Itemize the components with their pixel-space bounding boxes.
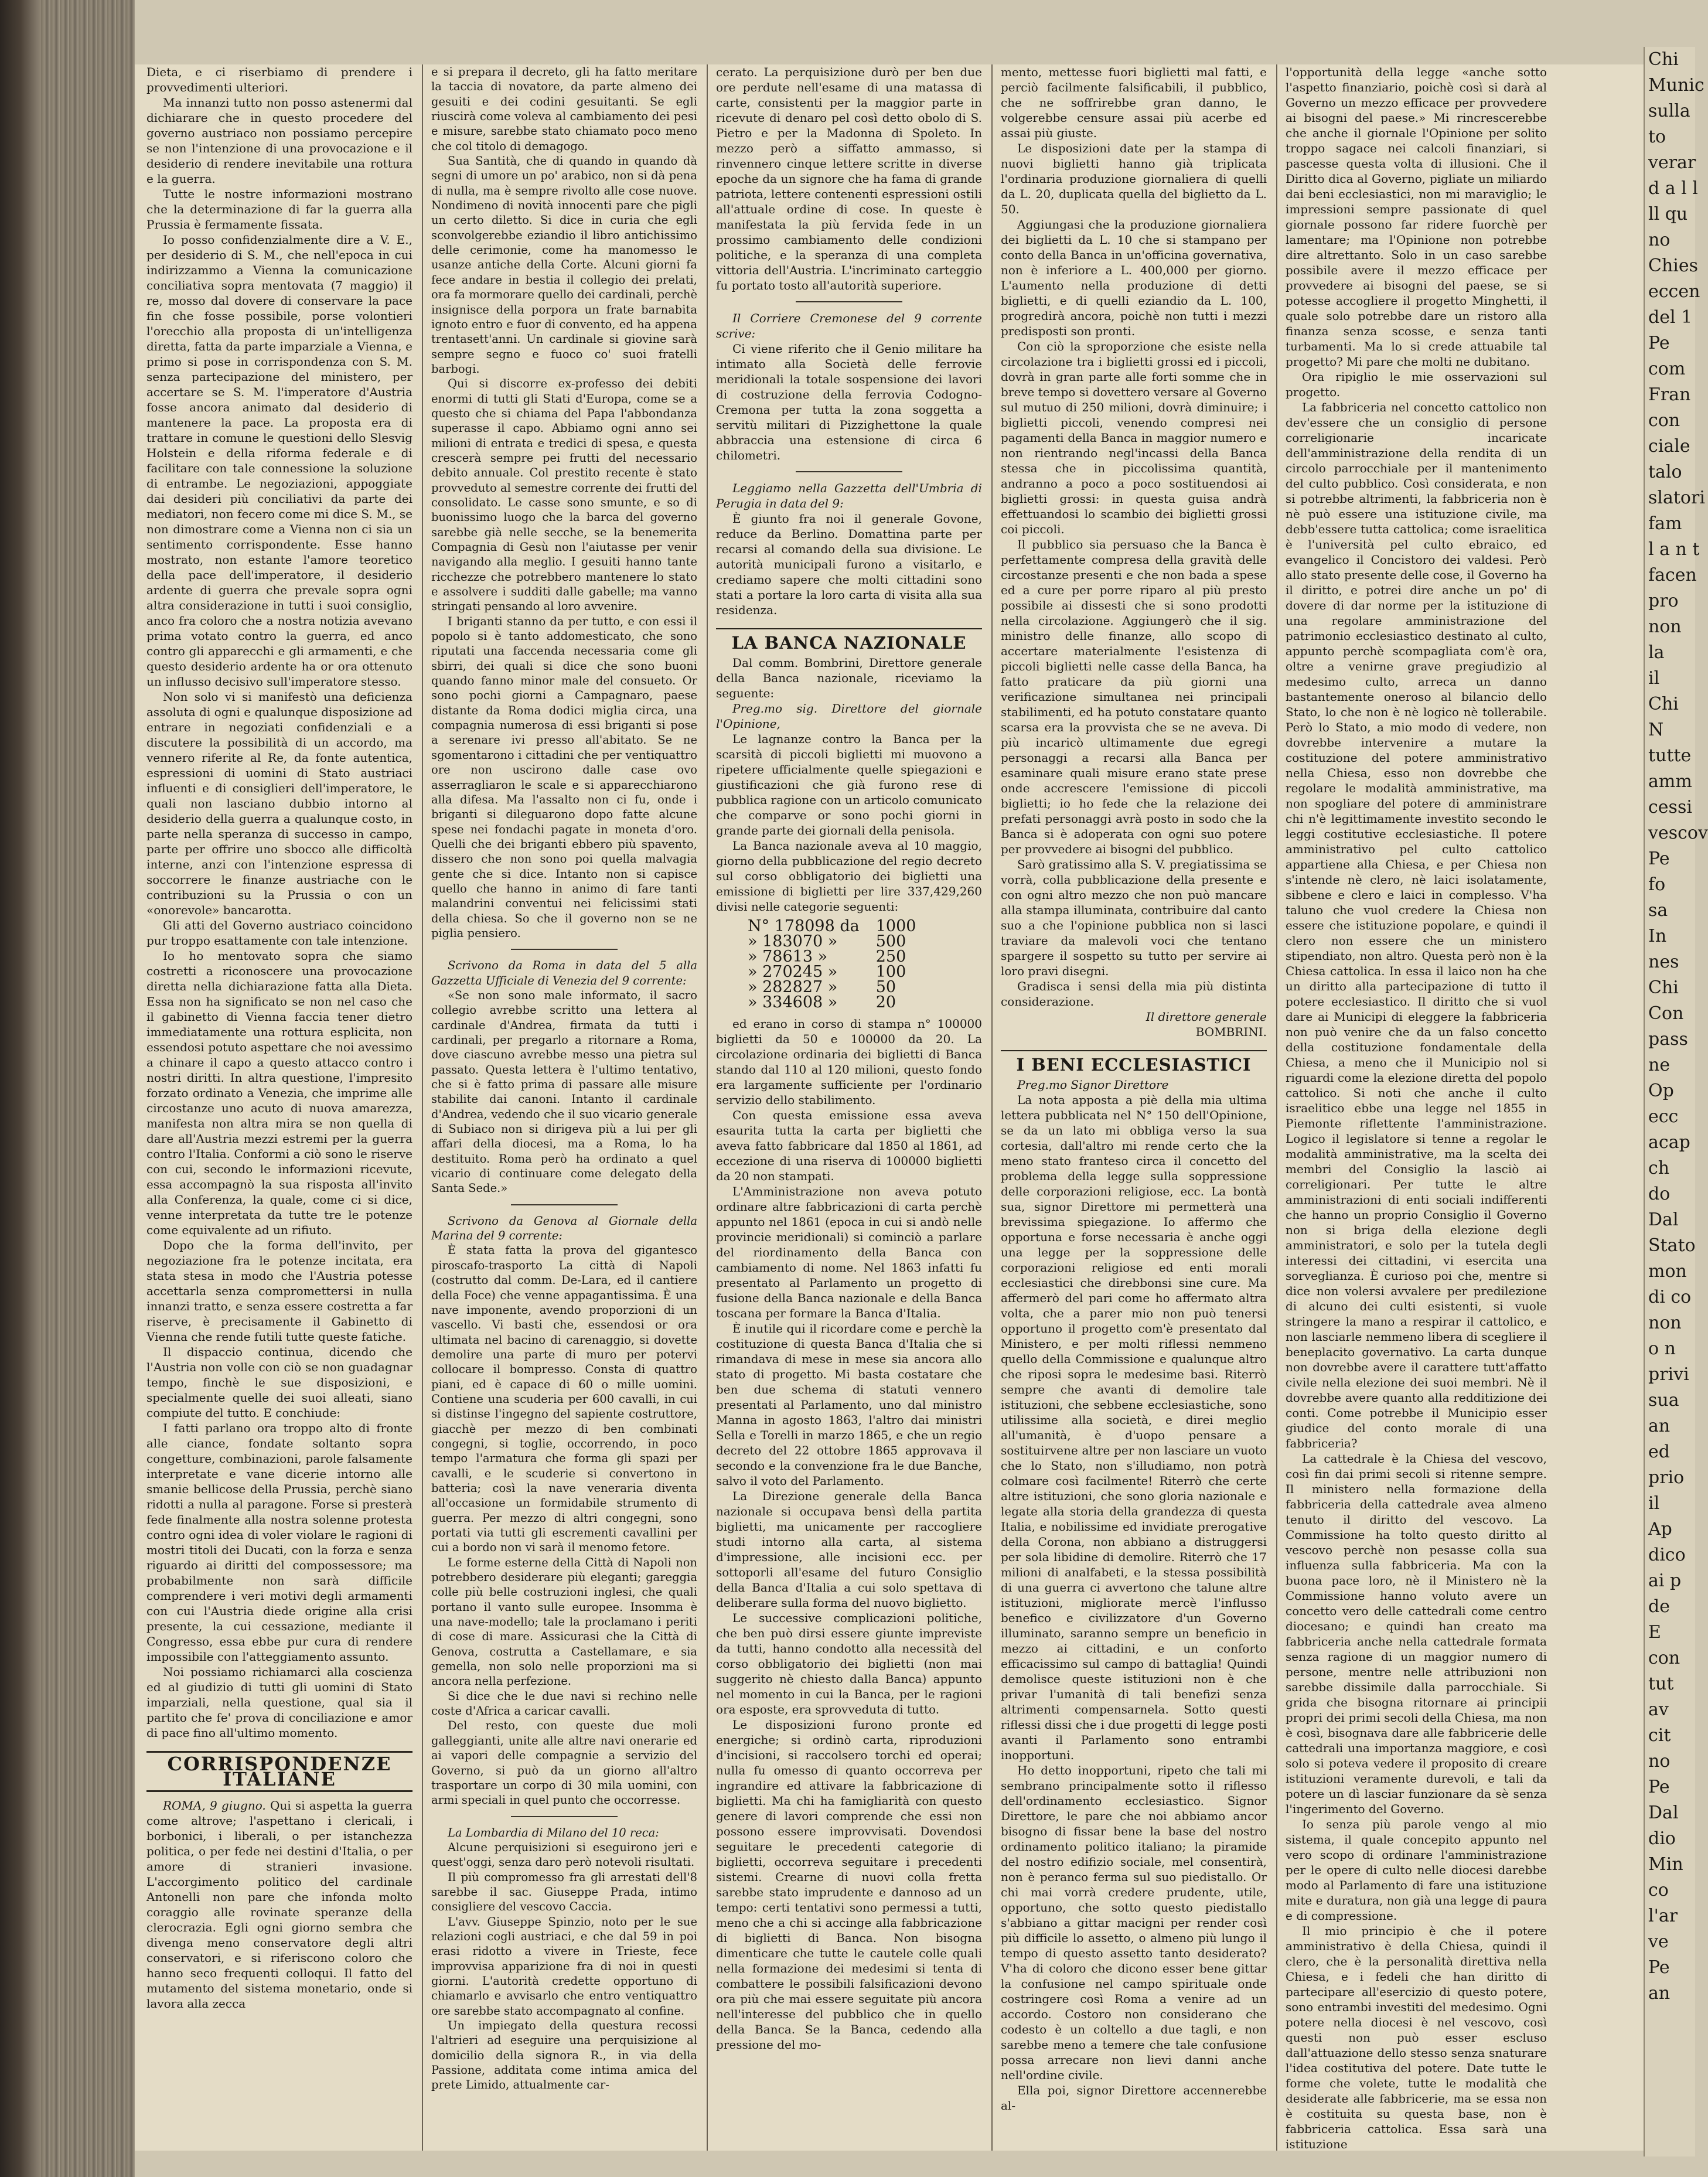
next-page-line: con [1648, 1648, 1680, 1668]
paragraph: Aggiungasi che la produzione giornaliera dei biglietti da L. 10 che si stampano per conto della Banca in un'officina governativa, non è inferiore a L. 400,000 per giorno. L'aumento nella produzione di detti biglietti, e di quelli eziandio da L. 100, progredirà ancora, poichè non tutti i mezzi predisposti son pronti. [1001, 217, 1267, 338]
next-page-line: pro [1648, 591, 1679, 611]
paragraph: e si prepara il decreto, gli ha fatto meritare la taccia di novatore, da parte almeno dei gesuiti e dei codini gesuitanti. Se egli riuscirà come voleva al cambiamento dei pesi e misure, sarebbe stato chiamato poco meno che col titolo di demagogo. [431, 65, 697, 153]
next-page-line: fam [1648, 513, 1682, 534]
next-page-line: di co [1648, 1287, 1692, 1307]
next-page-line: pass [1648, 1029, 1688, 1050]
paragraph: Le successive complicazioni politiche, che ben può dirsi essere giunte impreviste da tutti, hanno condotto alla necessità del corso obbligatorio dei biglietti (non mai suggerito nè chiesto dalla Banca) appunto nel momento in cui la Banca, per le ragioni ora esposte, era sprovveduta di tutto. [716, 1611, 982, 1716]
salutation: Preg.mo Signor Direttore [1017, 1078, 1169, 1092]
next-page-line: il [1648, 1493, 1660, 1514]
next-page-line: sua [1648, 1390, 1679, 1411]
next-page-line: nes [1648, 952, 1679, 972]
next-page-line: la [1648, 642, 1665, 663]
next-page-line: ne [1648, 1055, 1671, 1075]
next-page-line: slatori [1648, 488, 1705, 508]
banknote-table [739, 919, 924, 1010]
next-page-line: ll qu [1648, 204, 1688, 224]
table-cell: » 334608 » [748, 993, 838, 1011]
next-page-line: no [1648, 230, 1671, 250]
next-page-line: Pe [1648, 1777, 1670, 1797]
paragraph: Gradisca i sensi della mia più distinta considerazione. [1001, 979, 1267, 1009]
paragraph-lead: La Lombardia di Milano del 10 reca: [448, 1825, 659, 1839]
book-binding [0, 0, 41, 2177]
paragraph: È inutile qui il ricordare come e perchè la costituzione di questa Banca d'Italia che si rimandava di mese in mese sia ancora allo stato di progetto. Mi basta costatare che ben due schema di statuti vennero presentati al Parlamento, uno dal ministro Manna in agosto 1863, l'altro dai ministri Sella e Torelli in marzo 1865, e che un regio decreto del 22 ottobre 1865 approvava il secondo e la convenzione fra le due Banche, salvo il voto del Parlamento. [716, 1321, 982, 1488]
paragraph: Noi possiamo richiamarci alla coscienza ed al giudizio di tutti gli uomini di Stato imparziali, nella questione, qual sia il partito che fe' prova di conciliazione e amor di pace fino all'ultimo momento. [146, 1665, 412, 1740]
column-rule [991, 64, 993, 2151]
next-page-line: dico [1648, 1545, 1686, 1565]
table-cell: » 270245 » [748, 963, 838, 981]
next-page-line: tut [1648, 1674, 1674, 1694]
paragraph: La fabbriceria nel concetto cattolico non dev'essere che un consiglio di persone correligionarie incaricate dell'amministrazione della rendita di un circolo parrocchiale per il mantenimento del culto pubblico. Così considerata, e non si potrebbe altrimenti, la fabbriceria non è nè può essere una istituzione civile, ma debb'essere tutta cattolica; come israelitica è l'università pel culto ebraico, ed evangelico il Concistoro dei valdesi. Però allo stato presente delle cose, il Governo ha il diritto, e potrei dire anche un po' di dovere di dar norme per la istituzione di una regolare amministrazione del patrimonio ecclesiastico destinato al culto, appunto perchè scompagliata com'è ora, oltre a venirne grave pregiudizio al medesimo culto, arreca un danno bastantemente oneroso al bilancio dello Stato, lo che non è nè logico nè tollerabile. Però lo Stato, a mio modo di vedere, non dovrebbe intervenire a mutare la costituzione del potere amministrativo nella Chiesa, esso non dovrebbe che regolare le modalità amministrative, ma non spogliare del potere di amministrare chi n'è legittimamente investito secondo le leggi costitutive ecclesiastiche. Il potere amministrativo pel culto cattolico appartiene alla Chiesa, e per Chiesa non s'intende nè clero, nè laici isolatamente, sibbene e clero e laici in complesso. V'ha taluno che vuol credere la Chiesa non essere che istituzione popolare, e quindi il clero non essere che un ministero stipendiato, non altro. Questa però non è la Chiesa cattolica. In essa il laico non ha che un diritto alla partecipazione di tutto il potere ecclesiastico. Il diritto che si vuol dare ai Municipi di eleggere la fabbriceria non può venire che da un falso concetto della costituzione fondamentale della Chiesa, a meno che il Municipio nol si riguardi come la elezione diretta del popolo cattolico. Si noti che anche il culto israelitico ebbe una legge nel 1855 in Piemonte riflettente l'amministrazione. Logico il legislatore si tenne a regolar le modalità amministrative, ma la scelta dei membri del Consiglio la lasciò ai correligionari. Per tutte le altre amministrazioni di enti sociali indifferenti che hanno un proprio Consiglio il Governo non si briga della elezione degli amministratori, e solo per la tutela degli interessi dei cittadini, vi esercita una sorveglianza. È curioso poi che, mentre si dice non volersi avvalere per predilezione di alcuno dei culti esistenti, si vuole stringere la mano a respirar il cattolico, e non lasciarle nemmeno libera di scegliere il beneplacito governativo. La carta dunque non dovrebbe avere il carattere tutt'affatto civile nella elezione dei suoi membri. Nè il dovrebbe avere quanto alla redditizione dei conti. Come potrebbe il Municipio esser giudice del conto morale di una fabbriceria? [1286, 400, 1547, 1450]
column-rule [422, 64, 423, 2151]
paragraph: Con ciò la sproporzione che esiste nella circolazione tra i biglietti grossi ed i piccoli, dovrà in gran parte alle forti somme che in breve tempo si dovettero versare al Governo sul mutuo di 250 milioni, dovrà diminuire; i biglietti piccoli, venendo compresi nei pagamenti della Banca in maggior numero e non rientrando negl'incassi della Banca stessa che in piccolissima quantità, andranno a poco a poco sostituendosi ai biglietti grossi: in questa guisa andrà effettuandosi lo scambio dei biglietti grossi coi piccoli. [1001, 339, 1267, 536]
paragraph: La cattedrale è la Chiesa del vescovo, così fin dai primi secoli si ritenne sempre. Il ministero nella formazione della fabbriceria della cattedrale avea almeno tenuto il diritto del vescovo. La Commissione ha tolto questo diritto al vescovo perchè non pesasse colla sua influenza sulla fabbriceria. Ma con la buona pace loro, nè il Ministero nè la Commissione hanno voluto avere un concetto vero delle cattedrali come centro diocesano; e quindi han creato ma fabbriceria anche nella cattedrale formata senza ragione di un maggior numero di persone, mentre nelle attribuzioni non sarebbe dissimile dalla parrocchiale. Si grida che bisogna ritornare ai principii propri dei primi secoli della Chiesa, ma non è così, bisognava dare alle fabbricerie delle cattedrali una importanza maggiore, e così solo si poteva vedere il proposito di creare istituzioni veramente durevoli, e tali da potere un dì lasciar funzionare da sè senza l'ingerimento del Governo. [1286, 1452, 1547, 1816]
next-page-line: com [1648, 359, 1686, 379]
paragraph: È stata fatta la prova del gigantesco piroscafo-trasporto La città di Napoli (costrutto dal comm. De-Lara, ed il cantiere della Foce) che venne appagantissima. È una nave imponente, avendo proporzioni di un vascello. Vi basti che, essendosi or ora ultimata nel bacino di carenaggio, si dovette demolire una parte di muro per potervi collocare il bompresso. Consta di quattro piani, ed è capace di 60 o mille uomini. Contiene una scuderia per 600 cavalli, in cui si distinse l'ingegno del sapiente costruttore, giacchè per mezzo di ben combinati congegni, si toglie, occorrendo, in poco tempo l'armatura che forma gli spazi per cavalli, e le scuderie si convertono in batteria; così la nave veneraria diventa all'occasione un formidabile strumento di guerra. Per mezzo di altri congegni, sono portati via tutti gli escrementi cavallini per cui a bordo non vi sarà il menomo fetore. [431, 1243, 697, 1555]
paragraph: Ora ripiglio le mie osservazioni sul progetto. [1286, 370, 1547, 399]
paragraph: L'Amministrazione non aveva potuto ordinare altre fabbricazioni di carta perchè appunto nel 1861 (epoca in cui si andò nelle provincie meridionali) si cominciò a parlare del riordinamento della Banca con cambiamento di nome. Nel 1863 infatti fu presentato al Parlamento un progetto di fusione della Banca nazionale e della Banca toscana per formare la Banca d'Italia. [716, 1184, 982, 1320]
next-page-line: ed [1648, 1442, 1670, 1462]
table-cell: 500 [875, 932, 906, 950]
next-page-line: amm [1648, 771, 1692, 792]
separator [796, 301, 902, 302]
section-heading: I BENI ECCLESIASTICI [1001, 1050, 1267, 1072]
next-page-line: ch [1648, 1158, 1670, 1178]
paragraph: Dieta, e ci riserbiamo di prendere i provvedimenti ulteriori. [146, 65, 412, 94]
next-page-line: In [1648, 926, 1667, 946]
next-page-line: no [1648, 1751, 1671, 1771]
separator [796, 471, 902, 472]
paragraph: La nota apposta a piè della mia ultima lettera pubblicata nel N° 150 dell'Opinione, se da un lato mi obbliga verso la sua cortesia, dall'altro mi rende certo che la meno stato franteso circa il concetto del problema della legge sulla soppressione delle corporazioni religiose, ecc. La bontà sua, signor Direttore mi permetterà una brevissima spiegazione. Io affermo che opportuna e forse necessaria è anche oggi una legge per la soppressione delle corporazioni religiose ed enti morali ecclesiastici che direbbonsi sine cure. Ma affermerò del pari come ho affermato altra volta, che a parer mio non può tenersi opportuno il progetto com'è presentato dal Ministero, e per molti riflessi nemmeno quello della Commissione e qualunque altro che riposi sopra le medesime basi. Riterrò sempre che avanti di demolire tale istituzioni, che sebbene ecclesiastiche, sono utilissime alla società, e direi meglio all'umanità, è d'uopo pensare a sostituirvene altre per non lasciare un vuoto che lo Stato, non s'illudiamo, non potrà colmare così facilmente! Riterrò che certe altre istituzioni, che sono gloria nazionale e legate alla storia della grandezza di questa Italia, e nobilissime ed invidiate prerogative della Corona, non abbiano a distruggersi per sola libidine di demolire. Riterrò che 17 milioni di analfabeti, e la stessa possibilità di una guerra ci avvertono che talune altre istituzioni, migliorate mercè l'influsso benefico e civilizzatore d'un Governo illuminato, saranno sempre un beneficio in mezzo ai cittadini, e un conforto efficacissimo sul campo di battaglia! Quindi demolisce queste istituzioni non è che privar l'umanità di tali benefizi senza altrimenti compensarnela. Sotto questi riflessi dissi che i due progetti di legge posti avanti il Parlamento sono entrambi inopportuni. [1001, 1093, 1267, 1762]
next-page-line: to [1648, 127, 1666, 147]
table-cell: N° 178098 da [748, 917, 860, 935]
table-row [739, 995, 924, 1010]
next-page-line: mon [1648, 1261, 1687, 1282]
next-page-line: tutte [1648, 745, 1692, 766]
column-4 [994, 64, 1274, 2151]
next-page-line: Chi [1648, 694, 1679, 714]
paragraph: Sua Santità, che di quando in quando dà segni di umore un po' arabico, non si dà pena di nulla, ma è sempre rivolto alle cose nuove. Nondimeno di novità innocenti pare che pigli un certo diletto. Si dice in curia che egli sconvolgerebbe eziandio il libro antichissimo delle cerimonie, come ha manomesso le usanze antiche della Corte. Alcuni giorni fa fece andare in bestia il collegio dei prelati, ora fa mormorare quello dei cardinali, perchè insignisce della porpora un frate barnabita ignoto entro e fuor di convento, ed ha appena trentasett'anni. Un cardinale si giovine sarà sempre segno e fuoco co' suoi fratelli barbogi. [431, 154, 697, 376]
column-rule [1276, 64, 1277, 2151]
next-page-line: Stato [1648, 1235, 1696, 1256]
next-page-line: Chi [1648, 977, 1679, 998]
table-cell: » 183070 » [748, 932, 838, 950]
next-page-line: vescov [1648, 823, 1708, 843]
paragraph: Le forme esterne della Città di Napoli non potrebbero desiderare più eleganti; gareggia colle più belle costruzioni inglesi, che quali portano il vanto sulle europee. Insomma è una nave-modello; tale la proclamano i periti di cose di mare. Assicurasi che la Città di Genova, costrutta a Castellamare, e sia gemella, non solo nelle proporzioni ma si ancora nella perfezione. [431, 1555, 697, 1688]
next-page-line: Min [1648, 1854, 1683, 1875]
next-page-line: facen [1648, 565, 1697, 585]
paragraph: Ho detto inopportuni, ripeto che tali mi sembrano principalmente sotto il riflesso dell'ordinamento ecclesiastico. Signor Direttore, le pare che noi abbiamo ancor bisogno di fissar bene la base del nostro ordinamento politico italiano; la piramide del nostro edifizio sociale, mel consentirà, non è peranco ferma sul suo piedistallo. Or chi mai vorrà credere prudente, utile, opportuno, che sotto questo piedistallo s'abbiano a gittar macigni per render così più difficile lo assetto, o almeno più lungo il tempo di questo assetto tanto desiderato? V'ha di coloro che dicono esser bene gittar la confusione nel campo spirituale onde costringere così Roma a venire ad un accordo. Costoro non considerano che codesto è un coltello a due tagli, e non sarebbe meno a temere che tale confusione possa arrecare non lievi danni anche nell'ordine civile. [1001, 1763, 1267, 2082]
paragraph: Io ho mentovato sopra che siamo costretti a riconoscere una provocazione diretta nella dichiarazione fatta alla Dieta. Essa non ha significato se non nel caso che il gabinetto di Vienna faccia tener dietro immediatamente una rottura esplicita, non essendosi potuto aspettare che noi avessimo a chinare il capo a questo attacco contro i nostri diritti. In altra questione, l'impresito forzato ordinato a Venezia, che imprime alle circostanze uno acuto di nuova amarezza, manifesta non altra mira se non quella di dare all'Austria mezzi estremi per la guerra contro l'Italia. Conformi a ciò sono le riserve con cui, secondo le informazioni ricevute, essa accompagnò la sua risposta all'invito alla Conferenza, la quale, come ci si dice, venne interpretata da tutte tre le potenze come equivalente ad un rifiuto. [146, 949, 412, 1237]
column-3 [709, 64, 989, 2151]
signature-title: Il direttore generale [1146, 1010, 1267, 1024]
paragraph: Un impiegato della questura recossi l'altrieri ad eseguire una perquisizione al domicilio della signora R., in via della Passione, additata come intima amica del prete Limido, attualmente car- [431, 2019, 697, 2092]
table-cell: 20 [875, 993, 896, 1011]
next-page-line: ve [1648, 1931, 1669, 1952]
paragraph: «Se non sono male informato, il sacro collegio avrebbe scritto una lettera al cardinale d'Andrea, firmata da tutti i cardinali, per pregarlo a ritornare a Roma, dove ciascuno avrebbe messo una pietra sul passato. Questa lettera è l'ultimo tentativo, che si è fatto prima di passare alle misure stabilite dai canoni. Intanto il cardinale d'Andrea, vedendo che il suo vicario generale di Subiaco non si dirigeva più a lui per gli affari della diocesi, ma a Roma, lo ha destituito. Roma però ha ordinato a quel vicario di continuare come delegato della Santa Sede.» [431, 988, 697, 1195]
next-page-line: sulla [1648, 101, 1690, 121]
next-page-line: an [1648, 1983, 1671, 2004]
next-page-line: ai p [1648, 1570, 1682, 1591]
paragraph: Sarò gratissimo alla S. V. pregiatissima se vorrà, colla pubblicazione della presente e con ogni altro mezzo che non può mancare alla stampa illuminata, contribuire dal canto suo a che l'opinione pubblica non si lasci traviare da malevoli voci che tentano spargere il sospetto su tutto per servire ai loro pravi disegni. [1001, 857, 1267, 978]
paragraph-lead: Leggiamo nella Gazzetta dell'Umbria di Perugia in data del 9: [716, 481, 982, 510]
separator [511, 949, 618, 950]
table-cell: 50 [875, 978, 896, 996]
paragraph: l'opportunità della legge «anche sotto l'aspetto finanziario, poichè così si darà al Governo un mezzo efficace per provvedere ai bisogni del paese.» Mi rincrescerebbe che anche il giornale l'Opinione per solito troppo sagace nei calcoli finanziari, si pascesse questa volta di illusioni. Che il Diritto dica al Governo, pigliate un miliardo dai beni ecclesiastici, non mi maraviglio; le impressioni sempre passionate di quel giornale possono far ridere fuorchè per lamentare; ma l'Opinione non potrebbe dire altrettanto. Solo in un caso sarebbe possibile avere il mezzo efficace per provvedere ai bisogni del paese, se si potesse accogliere il progetto Minghetti, il quale solo potrebbe dare un ristoro alla finanza senza scosse, e senza tanti turbamenti. Ma lo si crede attuabile tal progetto? Mi pare che molti ne dubitano. [1286, 65, 1547, 369]
paragraph: La Direzione generale della Banca nazionale si occupava bensì della partita biglietti, ma unicamente per raccogliere studi intorno alla carta, al sistema d'impressione, alle incisioni ecc. per sottoporli all'esame del futuro Consiglio della Banca d'Italia a cui solo spettava di deliberare sulla forma del nuovo biglietto. [716, 1489, 982, 1610]
next-page-line: eccen [1648, 281, 1700, 302]
paragraph: Le disposizioni furono pronte ed energiche; si ordinò carta, riproduzioni d'incisioni, si raccolsero torchi ed operai; nulla fu omesso di quanto occorreva per ingrandire ed attivare la fabbricazione di biglietti. Ma chi ha famigliarità con questo genere di lavori comprende che essi non possono essere improvvisati. Dovendosi seguitare le precedenti categorie di biglietti, occorreva seguitare i precedenti sistemi. Crearne di nuovi colla fretta sarebbe stato imprudente e dannoso ad un tempo: certi tentativi sono permessi a tutti, meno che a chi si accinge alla fabbricazione di biglietti di Banca. Non bisogna dimenticare che tutte le cautele colle quali nella formazione dei medesimi si tenta di combattere le possibili falsificazioni devono ora più che mai essere seguitate più ancora nell'interesse del pubblico che in quello della Banca. Se la Banca, cedendo alla pressione del mo- [716, 1718, 982, 2052]
next-page-line: de [1648, 1596, 1670, 1617]
next-page-line: verar [1648, 152, 1696, 173]
paragraph: Ci viene riferito che il Genio militare ha intimato alla Società delle ferrovie meridionali la totale sospensione dei lavori di costruzione della ferrovia Codogno-Cremona per tutta la zona soggetta a servitù militari di Pizzighettone la quale abbraccia una estensione di circa 6 chilometri. [716, 342, 982, 462]
next-page-line: non [1648, 1313, 1682, 1333]
next-page-line: Pe [1648, 1957, 1670, 1978]
paragraph: Qui si discorre ex-professo dei debiti enormi di tutti gli Stati d'Europa, come se a questo che si chiama del Papa l'abbondanza superasse il capo. Abbiamo ogni anno sei milioni di entrata e tredici di spesa, e questa crescerà sempre pei frutti del necessario debito annuale. Col prestito recente è stato provveduto al semestre corrente dei frutti del consolidato. Le casse sono smunte, e so di buonissimo luogo che la barca del governo sarebbe già nelle secche, se la benemerita Compagnia di Gesù non l'aiutasse per venir navigando alla meglio. I gesuiti hanno tante ricchezze che potrebbero mantenere lo stato e assolvere i sudditi dalle gabelle; ma vanno stringati pensando al loro avvenire. [431, 377, 697, 614]
next-page-line: Con [1648, 1003, 1684, 1024]
next-page-line: l'ar [1648, 1906, 1678, 1926]
paragraph-lead: Scrivono da Roma in data del 5 alla Gazzetta Ufficiale di Venezia del 9 corrente: [431, 959, 697, 987]
next-page-line: ecc [1648, 1106, 1679, 1127]
table-cell: 100 [875, 963, 906, 981]
paragraph: cerato. La perquisizione durò per ben due ore perdute nell'esame di una matassa di carte, consistenti per la maggior parte in ricevute di denaro pel così detto obolo di S. Pietro e per la Madonna di Spoleto. In mezzo però a siffatto ammasso, si rinvennero cinque lettere scritte in diverse epoche da un signore che ha fama di grande patriota, lettere contenenti espressioni ostili all'attuale ordine di cose. In queste è manifestata la più fervida fede in un prossimo cambiamento delle condizioni politiche, e la speranza di una completa vittoria dell'Austria. L'incriminato carteggio fu portato tosto all'autorità superiore. [716, 65, 982, 292]
paragraph: Dopo che la forma dell'invito, per negoziazione fra le potenze incitata, era stata stesa in modo che l'Austria potesse accettarla senza compromettersi in nulla innanzi tratto, e senza essere costretta a far riserve, è precisamente il Gabinetto di Vienna che rende futili tutte queste fatiche. [146, 1238, 412, 1344]
next-page-line: fo [1648, 874, 1666, 895]
next-page-line: an [1648, 1416, 1671, 1436]
paragraph: Non solo vi si manifestò una deficienza assoluta di ogni e qualunque disposizione ad entrare in negoziati confidenziali e a discutere la possibilità di un accordo, ma vennero riferite al Re, da fonte autentica, espressioni di uomini di Stato austriaci influenti e di consiglieri dell'imperatore, le quali non lasciano dubbio intorno al desiderio della guerra a qualunque costo, in parte nella speranza di successo in campo, parte per offrire uno sbocco alle difficoltà interne, anzi con l'intenzione espressa di soccorrere le finanze austriache con le contribuzioni su la Prussia o con un «onorevole» bancarotta. [146, 690, 412, 917]
next-page-line: E [1648, 1622, 1661, 1643]
paragraph: ed erano in corso di stampa n° 100000 biglietti da 50 e 100000 da 20. La circolazione ordinaria dei biglietti di Banca stando dal 110 al 120 milioni, questo fondo era largamente sufficiente per l'ordinario servizio dello stabilimento. [716, 1017, 982, 1107]
next-page-line: acap [1648, 1132, 1690, 1153]
next-page-line: av [1648, 1699, 1669, 1720]
next-page-line: Ap [1648, 1519, 1672, 1539]
table-cell: 1000 [875, 917, 916, 935]
next-page-line: do [1648, 1184, 1671, 1204]
next-page-line: co [1648, 1880, 1669, 1900]
table-cell: 250 [875, 948, 906, 966]
paragraph: Il pubblico sia persuaso che la Banca è perfettamente compresa della gravità delle circostanze presenti e che non bada a spese ed a cure per porre riparo al più presto possibile ai dissesti che si sono prodotti nella circolazione. Aggiungerò che il sig. ministro delle finanze, allo scopo di accertare materialmente l'esistenza di piccoli biglietti nelle casse della Banca, ha fatto praticare da più giorni una verificazione simultanea nei principali stabilimenti, ed ha potuto constatare quanto scarsa era la provvista che se ne aveva. Di più incaricò ultimamente due egregi personaggi a recarsi alla Banca per esaminare quali misure erano state prese onde accrescere l'emissione di piccoli biglietti; io ho fede che la relazione dei prefati personaggi avrà posto in sodo che la Banca si è adoperata con ogni suo potere per provvedere ai bisogni del pubblico. [1001, 537, 1267, 856]
paragraph: È giunto fra noi il generale Govone, reduce da Berlino. Domattina parte per recarsi al comando della sua divisione. Le autorità municipali furono a visitarlo, e crediamo sapere che molti cittadini sono stati a portare la loro carta di visita alla sua residenza. [716, 512, 982, 617]
next-page-line: con [1648, 410, 1680, 431]
paragraph: Del resto, con queste due moli galleggianti, unite alle altre navi onerarie ed ai vapori delle compagnie a servizio del Governo, si può da un giorno all'altro trasportare un corpo di 30 mila uomini, con armi speciali in quel punto che occorresse. [431, 1719, 697, 1807]
paragraph: Con questa emissione essa aveva esaurita tutta la carta per biglietti che aveva fatto fabbricare dal 1850 al 1861, ad eccezione di una riserva di 100000 biglietti da 20 non stampati. [716, 1108, 982, 1183]
column-rule [707, 64, 708, 2151]
column-5 [1279, 64, 1554, 2151]
next-page-line: l a n t [1648, 539, 1700, 560]
next-page-line: ciale [1648, 436, 1690, 456]
separator [511, 1204, 618, 1205]
table-cell: » 78613 » [748, 948, 828, 966]
paragraph: I fatti parlano ora troppo alto di fronte alle ciance, fondate soltanto sopra congetture, combinazioni, parole falsamente interpretate e vane dicerie intorno alle smanie bellicose della Prussia, perchè siano ridotti a nulla al paragone. Forse si presterà fede finalmente alla nostra solenne protesta contro ogni idea di voler violare le ragioni di mostri titoli dei Ducati, con la forza e senza riguardo ai diritti del compossessore; ma probabilmente non sarà difficile comprendere i veri motivi degli armamenti con cui l'Austria diede origine alla crisi presente, la cui cessazione, mediante il Congresso, essa ebbe pur cura di rendere impossibile con l'atteggiamento assunto. [146, 1421, 412, 1664]
paragraph: Si dice che le due navi si rechino nelle coste d'Africa a caricar cavalli. [431, 1689, 697, 1718]
next-page-line: il [1648, 668, 1660, 689]
next-page-line: cessi [1648, 797, 1692, 817]
next-page-line: N [1648, 720, 1664, 740]
table-cell: » 282827 » [748, 978, 838, 996]
paragraph: Ella poi, signor Direttore accennerebbe al- [1001, 2083, 1267, 2113]
paragraph: Alcune perquisizioni si eseguirono jeri e quest'oggi, senza daro però notevoli risultati. [431, 1840, 697, 1869]
next-page-fragment [1644, 47, 1708, 2156]
paragraph: L'avv. Giuseppe Spinzio, noto per le sue relazioni cogli austriaci, e che dal 59 in poi erasi ridotto a vivere in Trieste, fece improvvisa apparizione fra di noi in questi giorni. L'autorità credette opportuno di chiamarlo e avvisarlo che entro ventiquattro ore sarebbe stato accompagnato al confine. [431, 1914, 697, 2018]
separator [511, 1816, 618, 1817]
next-page-line: del 1 [1648, 307, 1693, 328]
next-page-line: prio [1648, 1467, 1685, 1488]
next-page-line: Dal [1648, 1210, 1679, 1230]
paragraph: Il mio principio è che il potere amministrativo è della Chiesa, quindi il clero, che è la personalità direttiva nella Chiesa, e i fedeli che han diritto di partecipare all'esercizio di questo potere, sono entrambi investiti del medesimo. Ogni potere nella diocesi è nel vescovo, così questi non può esser escluso dall'attuazione dello stesso senza snaturare l'idea costitutiva del potere. Date tutte le forme che volete, tutte le modalità che desiderate alle fabbricerie, ma se essa non è costituita su questa base, non è fabbriceria cattolica. Essa sarà una istituzione [1286, 1924, 1547, 2151]
section-heading: LA BANCA NAZIONALE [716, 628, 982, 650]
section-heading: CORRISPONDENZE ITALIANE [146, 1751, 412, 1792]
salutation: Preg.mo sig. Direttore del giornale l'Opinione, [716, 701, 982, 731]
next-page-line: Chies [1648, 255, 1699, 276]
next-page-line: privi [1648, 1364, 1689, 1385]
next-page-line: dio [1648, 1828, 1676, 1849]
paragraph: Il dispaccio continua, dicendo che l'Austria non volle con ciò se non guadagnar tempo, finchè le sue disposizioni, e specialmente quelle dei suoi alleati, siano compiute del tutto. E conchiude: [146, 1345, 412, 1420]
next-page-line: Op [1648, 1081, 1674, 1101]
next-page-line: Munic [1648, 75, 1704, 96]
page-edges [41, 0, 135, 2177]
paragraph: La Banca nazionale aveva al 10 maggio, giorno della pubblicazione del regio decreto sul corso obbligatorio dei biglietti una emissione di biglietti per lire 337,429,260 divisi nelle categorie seguenti: [716, 839, 982, 914]
next-page-line: Pe [1648, 333, 1670, 353]
column-1 [139, 64, 420, 2151]
next-page-line: Pe [1648, 849, 1670, 869]
paragraph: Ma innanzi tutto non posso astenermi dal dichiarare che in questo procedere del governo austriaco non possiamo percepire se non l'intenzione di una provocazione e il desiderio di rendere inevitabile una rottura e la guerra. [146, 96, 412, 186]
next-page-line: Chi [1648, 49, 1679, 70]
paragraph-lead: Il Corriere Cremonese del 9 corrente scrive: [716, 311, 982, 340]
paragraph: mento, mettesse fuori biglietti mal fatti, e perciò facilmente falsificabili, il pubblico, che ne soffrirebbe gran danno, le volgerebbe censure assai più acerbe ed assai più giuste. [1001, 65, 1267, 140]
column-2 [424, 64, 704, 2151]
paragraph: Io senza più parole vengo al mio sistema, il quale concepito appunto nel vero scopo di ordinare l'amministrazione per le opere di culto nelle diocesi darebbe modo al Parlamento di fare una istituzione mite e duratura, non già una legge di paura e di compressione. [1286, 1817, 1547, 1923]
paragraph: Le disposizioni date per la stampa di nuovi biglietti hanno già triplicata l'ordinaria produzione giornaliera di quelli da L. 20, duplicata quella del biglietto da L. 50. [1001, 141, 1267, 216]
dateline: ROMA, 9 giugno. [163, 1798, 266, 1813]
paragraph: Il più compromesso fra gli arrestati dell'8 sarebbe il sac. Giuseppe Prada, intimo consigliere del vescovo Caccia. [431, 1870, 697, 1914]
paragraph-lead: Scrivono da Genova al Giornale della Marina del 9 corrente: [431, 1214, 697, 1243]
signature-name: BOMBRINI. [1195, 1025, 1267, 1039]
next-page-line: non [1648, 616, 1682, 637]
next-page-line: Fran [1648, 384, 1691, 405]
next-page-line: o n [1648, 1338, 1676, 1359]
paragraph: Gli atti del Governo austriaco coincidono pur troppo esattamente con tale intenzione. [146, 918, 412, 948]
next-page-line: Dal [1648, 1803, 1679, 1823]
next-page-line: sa [1648, 900, 1668, 921]
paragraph: Dal comm. Bombrini, Direttore generale della Banca nazionale, riceviamo la seguente: [716, 656, 982, 700]
paragraph: Le lagnanze contro la Banca per la scarsità di piccoli biglietti mi muovono a ripetere ufficialmente quelle spiegazioni e giustificazioni che già furono rese di pubblica ragione con un articolo comunicato che comparve or sono pochi giorni in grande parte dei giornali della penisola. [716, 732, 982, 837]
next-page-line: talo [1648, 462, 1682, 482]
paragraph: Tutte le nostre informazioni mostrano che la determinazione di far la guerra alla Prussia è fermamente fissata. [146, 187, 412, 231]
paragraph: I briganti stanno da per tutto, e con essi il popolo si è tanto addomesticato, che sono riputati una faccenda necessaria come gli sbirri, dei quali si dice che sono buoni quando fanno minor male del consueto. Or sono pochi giorni a Campagnaro, paese distante da Roma dodici miglia circa, una compagnia numerosa di essi briganti si pose a serenare ivi presso all'abitato. Se ne sgomentarono i cittadini che per ventiquattro ore non uscirono dalle case ovo asserragliaron le scale e si apparecchiarono alla difesa. Ma l'assalto non ci fu, onde i briganti si dileguarono dopo fatte alcune spese nei fondachi pagate in moneta d'oro. Quelli che dei briganti ebbero più spavento, dissero che non sono poi quella malvagia gente che si dice. Intanto non si capisce quello che hanno in animo di fare tanti malandrini conventui nei felicissimi stati della chiesa. So che il governo non se ne piglia pensiero. [431, 614, 697, 940]
next-page-line: cit [1648, 1725, 1671, 1746]
next-page-line: d a l l [1648, 178, 1698, 199]
paragraph: Qui si aspetta la guerra come altrove; l'aspettano i clericali, i borbonici, i liberali, o per istanchezza politica, o per fede nei destini d'Italia, o per amore di stranieri invasione. L'accorgimento politico del cardinale Antonelli non pare che infonda molto coraggio alle rovinate speranze della clerocrazia. Egli ogni giorno sembra che divenga meno conservatore degli altri conservatori, e si riferiscono coloro che hanno seco frequenti colloqui. Il fatto del mutamento del sistema monetario, onde si lavora alla zecca [146, 1798, 412, 2011]
paragraph: Io posso confidenzialmente dire a V. E., per desiderio di S. M., che nell'epoca in cui indirizzammo a Vienna la comunicazione conciliativa sopra mentovata (7 maggio) il re, mosso dal dovere di conservare la pace fin che fosse possibile, porse volontieri l'orecchio alla proposta di un'intelligenza diretta, fatta da parte imparziale a Vienna, e primo si pose in corrispondenza con S. M. senza partecipazione del ministero, per accertare se S. M. l'imperatore d'Austria fosse ancora animato dal desiderio di mantenere la pace. La proposta era di trattare in comune le questioni dello Slesvig Holstein e della riforma federale e di facilitare con tale connessione la soluzione di entrambe. Le negoziazioni, appoggiate dai desideri più conciliativi da parte dei mediatori, non fecero come mi dice S. M., se non dimostrare come a Vienna non ci sia un sentimento corrispondente. Esse hanno mostrato, non estante l'amore teoretico della pace dell'imperatore, il desiderio ardente di guerra che prevale sopra ogni altra considerazione in tutti i suoi consiglio, anco fra coloro che a nostra notizia avevano prima votato contro la guerra, ed anco contro gli apparecchi e gli armamenti, e che questo desiderio ardente ha or ora ottenuto un influsso decisivo sull'imperatore stesso. [146, 233, 412, 689]
